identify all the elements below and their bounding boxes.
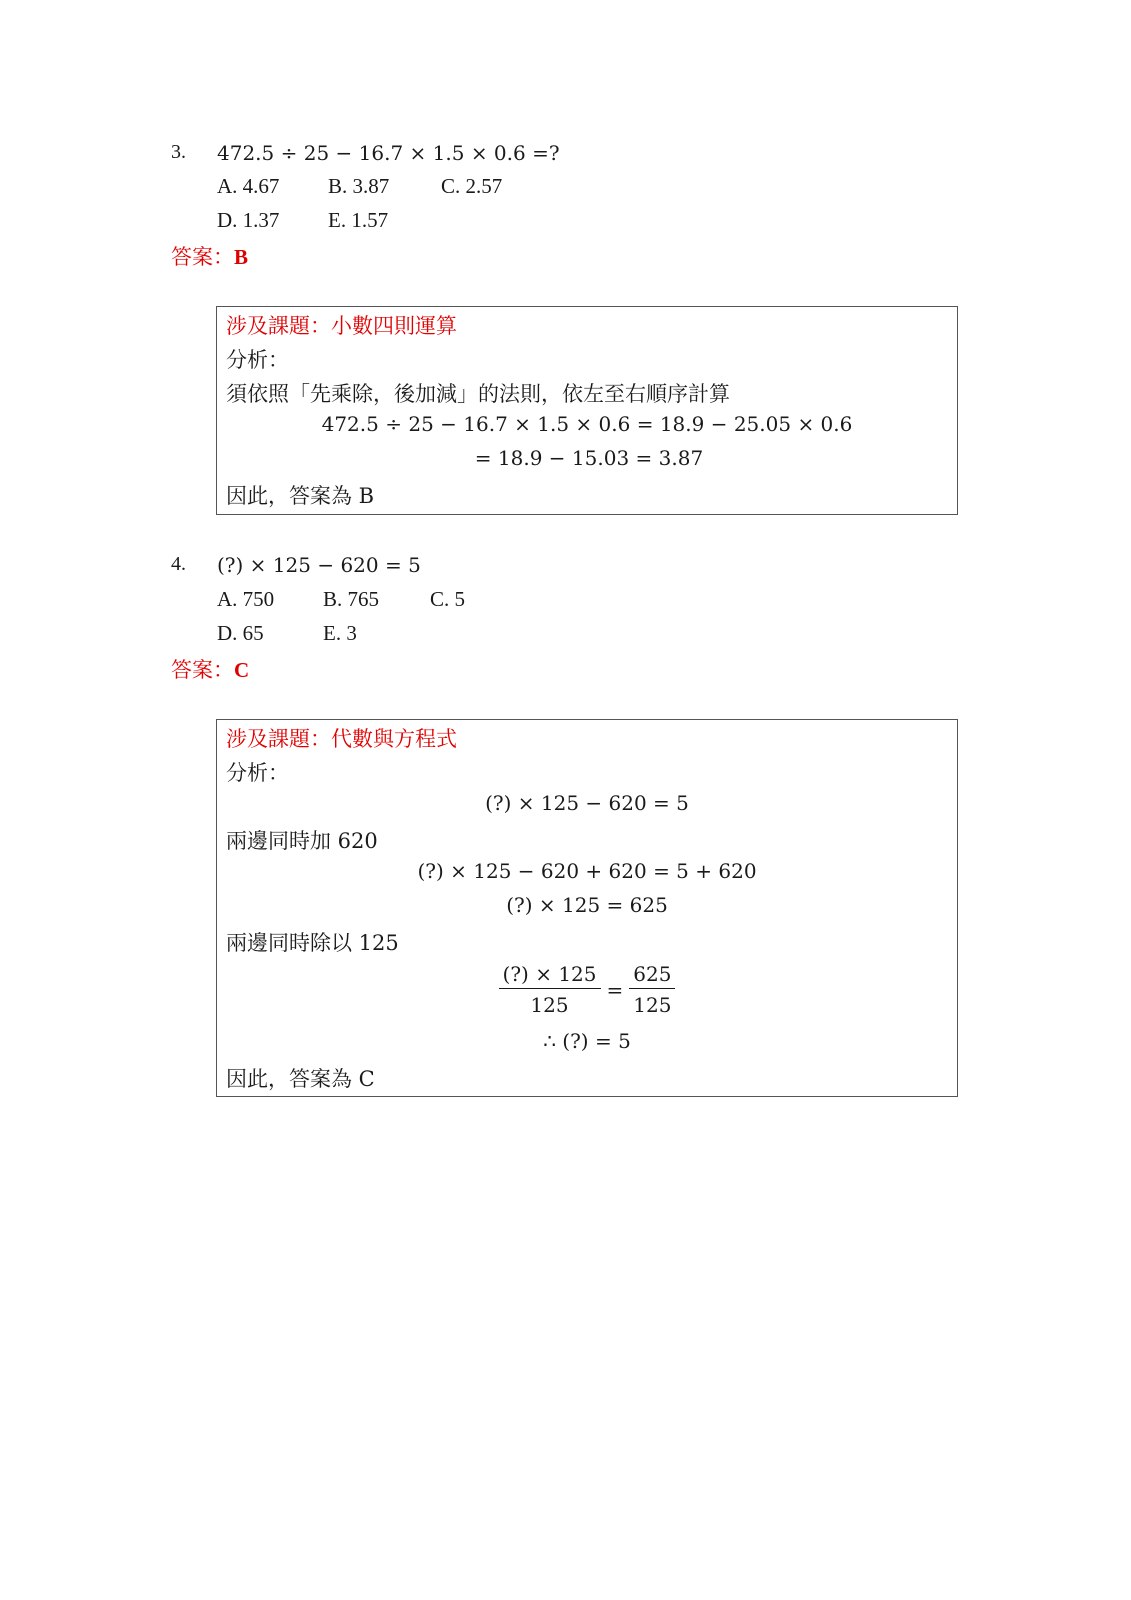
fraction-equation: [217, 962, 957, 1017]
conclusion-text: 因此，答案為 C: [226, 1067, 375, 1091]
answer-4: [171, 654, 249, 684]
answer-prefix: 答案：: [171, 245, 234, 269]
analysis-box-3: [216, 306, 958, 515]
question-text: (?) × 125 − 620 = 5: [217, 553, 421, 577]
fraction-right: [629, 962, 675, 1017]
option-e: E. 1.57: [328, 208, 389, 232]
question-number: 3.: [171, 141, 186, 163]
equation-line-1: 472.5 ÷ 25 − 16.7 × 1.5 × 0.6 = 18.9 − 25.05 × 0.6: [321, 412, 853, 436]
option-c: C. 2.57: [441, 174, 503, 198]
fraction-right-denominator: 125: [633, 993, 672, 1017]
analysis-label: 分析：: [226, 348, 289, 372]
option-b: B. 765: [323, 587, 380, 611]
rule-text: 須依照「先乘除，後加減」的法則，依左至右順序計算: [226, 382, 730, 406]
equation-line-2: (?) × 125 − 620 + 620 = 5 + 620: [417, 859, 757, 883]
answer-value: B: [234, 245, 249, 269]
topic-heading: 涉及課題：小數四則運算: [226, 314, 457, 338]
equation-line-3: (?) × 125 = 625: [506, 893, 668, 917]
equation-line-4: ∴ (?) = 5: [543, 1029, 631, 1053]
question-text: 472.5 ÷ 25 − 16.7 × 1.5 × 0.6 =?: [217, 141, 560, 165]
option-a: A. 750: [217, 587, 275, 611]
topic-heading: 涉及課題：代數與方程式: [226, 727, 457, 751]
answer-3: [171, 241, 248, 271]
equation-line-2: = 18.9 − 15.03 = 3.87: [474, 446, 704, 470]
option-a: A. 4.67: [217, 174, 280, 198]
option-c: C. 5: [430, 587, 466, 611]
answer-prefix: 答案：: [171, 658, 234, 682]
fraction-left-numerator: (?) × 125: [499, 962, 601, 989]
option-d: D. 1.37: [217, 208, 280, 232]
analysis-label: 分析：: [226, 761, 289, 785]
answer-value: C: [234, 658, 250, 682]
equation-line-1: (?) × 125 − 620 = 5: [485, 791, 689, 815]
step-text-2: 兩邊同時除以 125: [226, 931, 399, 955]
step-text-1: 兩邊同時加 620: [226, 829, 378, 853]
fraction-left: [499, 962, 601, 1017]
option-b: B. 3.87: [328, 174, 390, 198]
equals-sign: =: [606, 977, 624, 1002]
analysis-box-4: [216, 719, 958, 1097]
option-d: D. 65: [217, 621, 264, 645]
fraction-right-numerator: 625: [629, 962, 675, 989]
option-e: E. 3: [323, 621, 357, 645]
question-number: 4.: [171, 553, 186, 575]
conclusion-text: 因此，答案為 B: [226, 484, 375, 508]
fraction-left-denominator: 125: [530, 993, 569, 1017]
